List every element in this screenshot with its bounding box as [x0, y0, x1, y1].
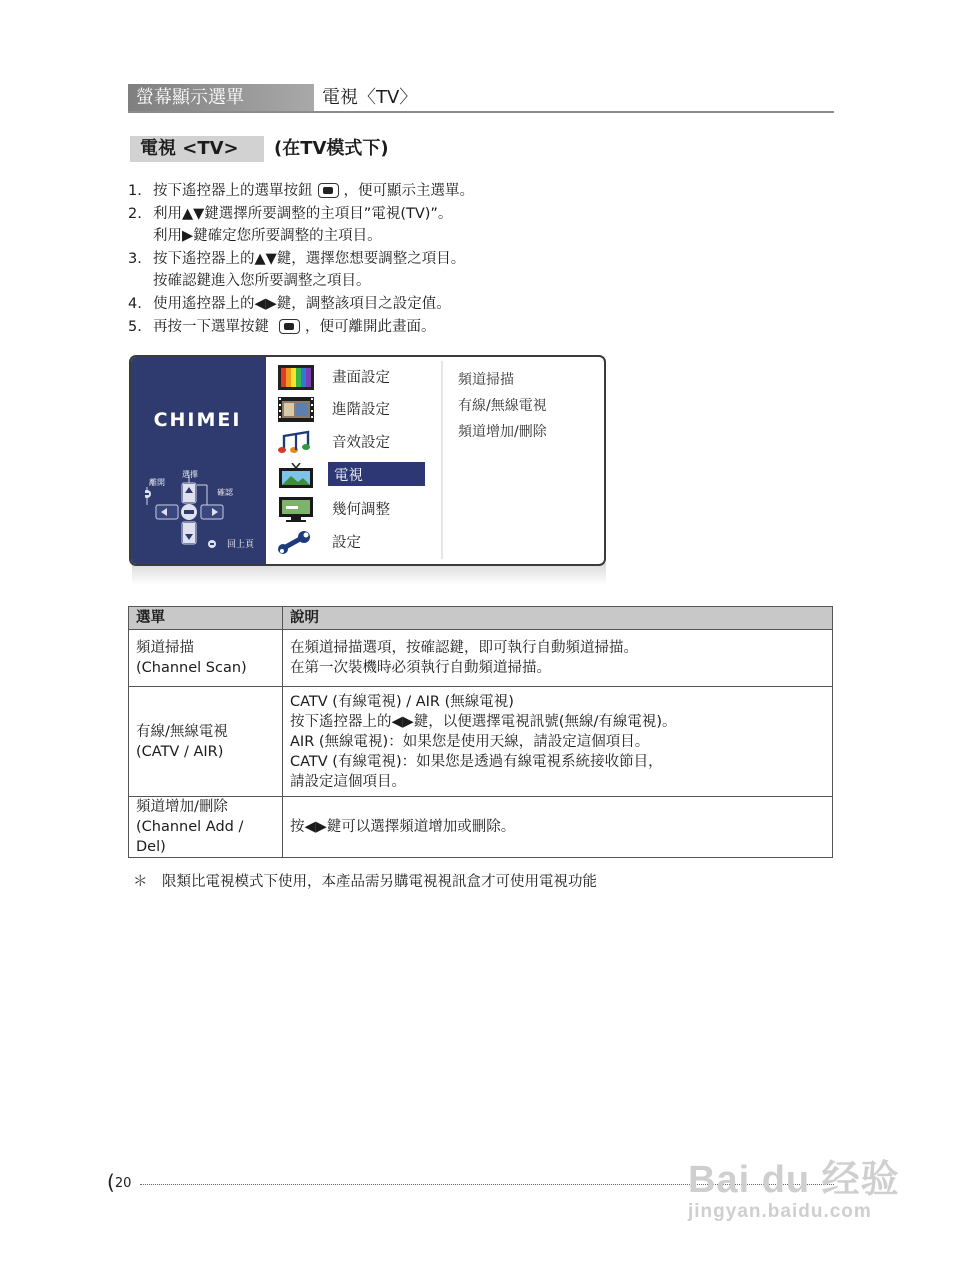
- menu-description-table: [128, 606, 833, 858]
- row-desc-line: 按◀▶鍵可以選擇頻道增加或刪除。: [290, 819, 516, 835]
- table-cell-description: [283, 630, 833, 687]
- page-number-text: 20: [114, 1176, 132, 1191]
- music-notes-icon: [278, 430, 314, 455]
- row-name-en: (Channel Scan): [136, 660, 247, 676]
- row-desc-line: CATV (有線電視)：如果您是透過有線電視系統接收節目，: [290, 753, 663, 770]
- menu-button-icon: [318, 183, 339, 198]
- menu-brand-panel: [131, 357, 266, 564]
- table-header-row: [129, 607, 833, 630]
- remote-confirm-label: 確認: [217, 488, 233, 497]
- row-name: 有線/無線電視: [136, 723, 228, 740]
- footnote: ＊ 限類比電視模式下使用，本產品需另購電視視訊盒才可使用電視功能: [133, 874, 597, 890]
- menu-item-label: 音效設定: [332, 435, 390, 451]
- step-text: 再按一下選單按鍵: [153, 319, 269, 335]
- row-desc-line: 請設定這個項目。: [290, 773, 406, 790]
- monitor-icon: [278, 497, 314, 522]
- header-section-label: 螢幕顯示選單: [128, 84, 314, 112]
- table-cell-description: [283, 687, 833, 797]
- row-desc-line: 按下遙控器上的◀▶鍵，以便選擇電視訊號(無線/有線電視)。: [290, 713, 677, 730]
- brand-logo: CHIMEI: [153, 409, 242, 431]
- section-mode-note: (在TV模式下): [274, 138, 389, 159]
- step-text: ，便可顯示主選單。: [343, 183, 474, 199]
- table-cell-menu: [129, 630, 283, 687]
- row-name-en: (CATV / AIR): [136, 743, 224, 760]
- step-text: 按確認鍵進入您所要調整之項目。: [153, 273, 371, 289]
- column-header-menu: 選單: [129, 607, 283, 630]
- step-number: 1.: [128, 183, 142, 199]
- menu-item-geometry[interactable]: [278, 497, 440, 523]
- header-divider: [128, 111, 834, 113]
- section-title: 電視 <TV>: [130, 136, 264, 162]
- menu-item-label: 電視: [334, 468, 363, 484]
- film-screen-icon: [278, 397, 314, 422]
- row-desc-line: 在第一次裝機時必須執行自動頻道掃描。: [290, 660, 551, 676]
- menu-item-label: 設定: [332, 535, 361, 551]
- page-number: (20: [107, 1170, 132, 1194]
- table-row: [129, 797, 833, 858]
- step-4: [128, 293, 728, 315]
- step-text: 按下遙控器上的▲▼鍵，選擇您想要調整之項目。: [153, 251, 466, 267]
- remote-exit-label: 離開: [149, 478, 165, 487]
- menu-item-label: 進階設定: [332, 402, 390, 418]
- main-menu-list: [266, 357, 441, 564]
- step-2: [128, 203, 728, 247]
- menu-item-settings[interactable]: [278, 530, 440, 556]
- menu-item-picture[interactable]: [278, 365, 440, 391]
- remote-back-label: 回上頁: [227, 540, 255, 550]
- step-5: [128, 316, 728, 338]
- submenu-item-channel-add-del[interactable]: 頻道增加/刪除: [458, 424, 547, 440]
- table-cell-menu: [129, 687, 283, 797]
- step-number: 5.: [128, 319, 142, 335]
- step-3: [128, 248, 728, 292]
- row-name-en: (Channel Add / Del): [136, 819, 244, 855]
- color-bars-icon: [278, 365, 314, 390]
- table-row: [129, 687, 833, 797]
- column-header-description: 說明: [283, 607, 833, 630]
- menu-shadow: [132, 563, 606, 585]
- menu-item-audio[interactable]: [278, 430, 440, 456]
- wrench-icon: [278, 530, 314, 555]
- header-topic: 電視〈TV〉: [322, 87, 418, 108]
- row-name: 頻道增加/刪除: [136, 799, 228, 815]
- step-text: 利用▶鍵確定您所要調整的主項目。: [153, 228, 382, 244]
- submenu-list: [458, 367, 547, 445]
- baidu-watermark: [688, 1148, 900, 1223]
- menu-item-label: 畫面設定: [332, 370, 390, 386]
- step-1: [128, 180, 728, 202]
- step-text: 利用▲▼鍵選擇所要調整的主項目”電視(TV)”。: [153, 206, 453, 222]
- menu-item-label: 幾何調整: [332, 502, 390, 518]
- submenu-item-channel-scan[interactable]: 頻道掃描: [458, 372, 514, 388]
- menu-item-advanced[interactable]: [278, 397, 440, 423]
- step-text: 按下遙控器上的選單按鈕: [153, 183, 313, 199]
- step-number: 4.: [128, 296, 142, 312]
- instruction-steps: [128, 180, 728, 339]
- row-name: 頻道掃描: [136, 640, 194, 656]
- table-row: [129, 630, 833, 687]
- step-text: 使用遙控器上的◀▶鍵，調整該項目之設定值。: [153, 296, 451, 312]
- table-cell-menu: [129, 797, 283, 858]
- remote-select-label: 選擇: [182, 470, 198, 479]
- step-number: 3.: [128, 251, 142, 267]
- tv-antenna-icon: [278, 463, 314, 488]
- watermark-url: jingyan.baidu.com: [688, 1201, 872, 1222]
- row-desc-line: AIR (無線電視)：如果您是使用天線，請設定這個項目。: [290, 733, 650, 750]
- menu-divider: [441, 361, 443, 559]
- submenu-item-catv-air[interactable]: 有線/無線電視: [458, 398, 547, 414]
- watermark-logo-text: Bai du 经验: [688, 1159, 900, 1201]
- table-cell-description: [283, 797, 833, 858]
- osd-menu-screenshot: [129, 355, 606, 566]
- step-number: 2.: [128, 206, 142, 222]
- menu-item-tv[interactable]: [278, 463, 440, 489]
- row-desc-line: CATV (有線電視) / AIR (無線電視): [290, 693, 514, 710]
- step-text: ，便可離開此畫面。: [305, 319, 436, 335]
- menu-button-icon: [279, 319, 300, 334]
- row-desc-line: 在頻道掃描選項，按確認鍵，即可執行自動頻道掃描。: [290, 640, 638, 656]
